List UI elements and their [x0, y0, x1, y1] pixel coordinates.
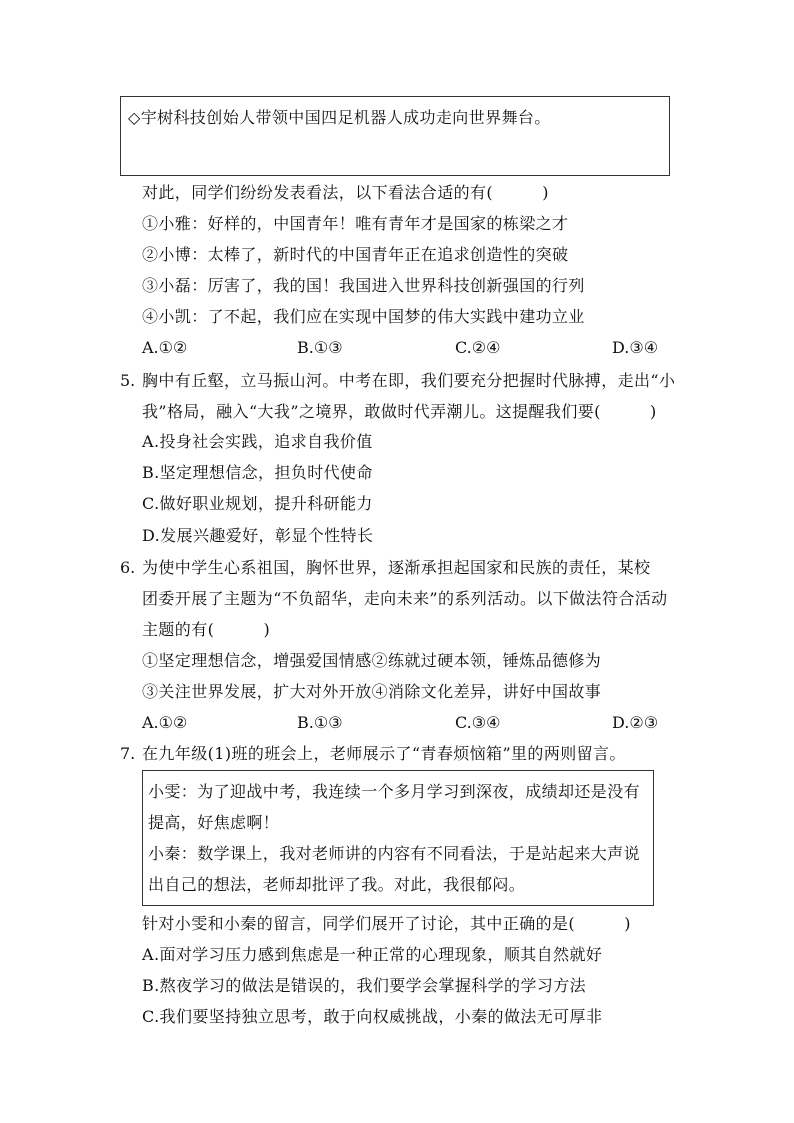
q5-choice-b[interactable]: B.坚定理想信念，担负时代使命 [142, 463, 373, 482]
info-box-text: ◇宇树科技创始人带领中国四足机器人成功走向世界舞台。 [128, 108, 551, 127]
q5-line-2: 我”格局，融入“大我”之境界，敢做时代弄潮儿。这提醒我们要( ) [142, 402, 657, 421]
q4-item-2: ②小博：太棒了，新时代的中国青年正在追求创造性的突破 [142, 245, 569, 264]
q6-line-1: 为使中学生心系祖国，胸怀世界，逐渐承担起国家和民族的责任，某校 [142, 558, 651, 577]
message-box-line-4: 出自己的想法，老师却批评了我。对此，我很郁闷。 [148, 875, 526, 894]
q7-prompt: 针对小雯和小秦的留言，同学们展开了讨论，其中正确的是( ) [142, 914, 631, 933]
q4-prompt: 对此，同学们纷纷发表看法，以下看法合适的有( ) [142, 183, 549, 202]
q6-line-2: 团委开展了主题为“不负韶华，走向未来”的系列活动。以下做法符合活动 [142, 589, 668, 608]
q7-choice-a[interactable]: A.面对学习压力感到焦虑是一种正常的心理现象，顺其自然就好 [142, 945, 603, 964]
q5-choice-c[interactable]: C.做好职业规划，提升科研能力 [142, 494, 373, 513]
q6-item-line-2: ③关注世界发展，扩大对外开放④消除文化差异，讲好中国故事 [142, 682, 602, 701]
q5-choice-a[interactable]: A.投身社会实践，追求自我价值 [142, 432, 373, 451]
q4-option-b[interactable]: B.①③ [297, 338, 343, 357]
q4-option-a[interactable]: A.①② [142, 338, 188, 357]
q6-line-3: 主题的有( ) [142, 620, 271, 639]
message-box-line-2: 提高，好焦虑啊！ [148, 813, 280, 832]
q4-options [142, 338, 662, 358]
q6-options [142, 713, 662, 733]
message-box-line-3: 小秦：数学课上，我对老师讲的内容有不同看法，于是站起来大声说 [148, 844, 641, 863]
q6-option-a[interactable]: A.①② [142, 713, 188, 732]
q6-number: 6. [120, 558, 136, 577]
q5-number: 5. [120, 371, 136, 390]
q6-option-c[interactable]: C.③④ [455, 713, 501, 732]
q5-line-1: 胸中有丘壑，立马振山河。中考在即，我们要充分把握时代脉搏，走出“小 [142, 371, 676, 390]
q7-line: 在九年级(1)班的班会上，老师展示了“青春烦恼箱”里的两则留言。 [142, 744, 626, 763]
q6-item-line-1: ①坚定理想信念，增强爱国情感②练就过硬本领，锤炼品德修为 [142, 651, 602, 670]
q4-option-c[interactable]: C.②④ [455, 338, 501, 357]
q4-option-d[interactable]: D.③④ [612, 338, 659, 357]
q5-choice-d[interactable]: D.发展兴趣爱好，彰显个性特长 [142, 526, 374, 545]
q4-item-3: ③小磊：厉害了，我的国！我国进入世界科技创新强国的行列 [142, 276, 585, 295]
q4-item-4: ④小凯：了不起，我们应在实现中国梦的伟大实践中建功立业 [142, 307, 585, 326]
q6-option-d[interactable]: D.②③ [612, 713, 659, 732]
q6-option-b[interactable]: B.①③ [297, 713, 343, 732]
q4-item-1: ①小雅：好样的，中国青年！唯有青年才是国家的栋梁之才 [142, 214, 569, 233]
q7-choice-c[interactable]: C.我们要坚持独立思考，敢于向权威挑战，小秦的做法无可厚非 [142, 1007, 603, 1026]
message-box-line-1: 小雯：为了迎战中考，我连续一个多月学习到深夜，成绩却还是没有 [148, 782, 641, 801]
q7-number: 7. [120, 744, 136, 763]
q7-choice-b[interactable]: B.熬夜学习的做法是错误的，我们要学会掌握科学的学习方法 [142, 976, 587, 995]
